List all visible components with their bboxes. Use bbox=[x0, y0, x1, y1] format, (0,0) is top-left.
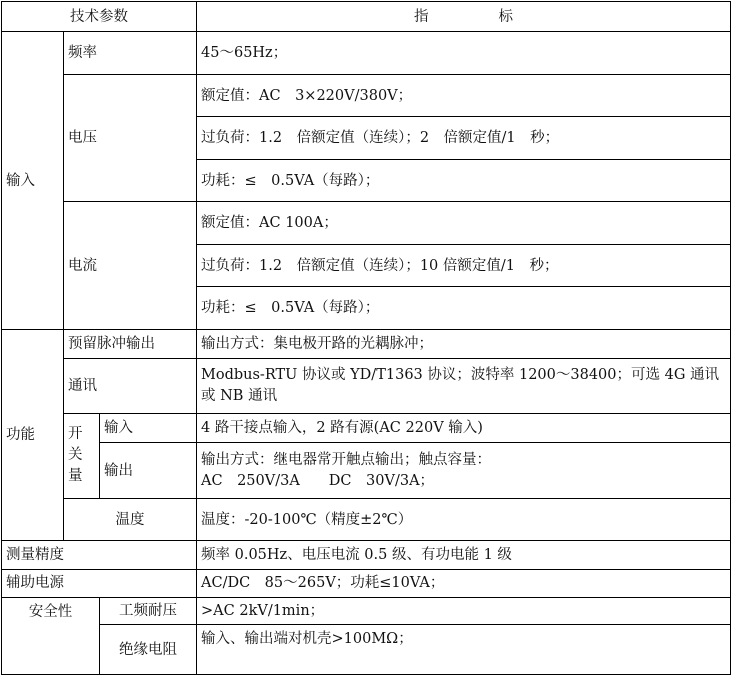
aux-power-row bbox=[2, 569, 731, 597]
switch-input-row bbox=[2, 413, 731, 442]
temp-row bbox=[2, 498, 731, 541]
withstand-name: 工频耐压 bbox=[100, 598, 197, 625]
withstand-row bbox=[2, 598, 731, 625]
function-label: 功能 bbox=[2, 329, 64, 540]
current-name: 电流 bbox=[64, 202, 197, 330]
safety-label: 安全性 bbox=[2, 598, 100, 675]
pulse-name: 预留脉冲输出 bbox=[64, 329, 197, 358]
accuracy-row bbox=[2, 541, 731, 569]
current-overload: 过负荷：1.2 倍额定值（连续）；10 倍额定值/1 秒； bbox=[197, 244, 731, 287]
switch-output-name: 输出 bbox=[100, 443, 197, 499]
current-row-1 bbox=[2, 202, 731, 245]
switch-input-name: 输入 bbox=[100, 413, 197, 442]
indicator-header-a: 指 bbox=[414, 8, 429, 25]
insulation-value: 输入、输出端对机壳>100MΩ； bbox=[197, 625, 731, 675]
header-row bbox=[2, 2, 731, 32]
aux-power-value: AC/DC 85～265V；功耗≤10VA； bbox=[197, 569, 731, 597]
voltage-power: 功耗：≤ 0.5VA（每路）； bbox=[197, 159, 731, 202]
temp-value: 温度：-20-100℃（精度±2℃） bbox=[197, 498, 731, 541]
freq-value: 45～65Hz； bbox=[197, 32, 731, 75]
indicator-header bbox=[197, 2, 731, 32]
switch-input-value: 4 路干接点输入，2 路有源(AC 220V 输入) bbox=[197, 413, 731, 442]
switch-output-value bbox=[197, 443, 731, 499]
voltage-row-1 bbox=[2, 74, 731, 117]
insulation-name: 绝缘电阻 bbox=[100, 625, 197, 675]
accuracy-value: 频率 0.05Hz、电压电流 0.5 级、有功电能 1 级 bbox=[197, 541, 731, 569]
input-label: 输入 bbox=[2, 32, 64, 330]
comm-value: Modbus-RTU 协议或 YD/T1363 协议；波特率 1200～38400；可选 4G 通讯或 NB 通讯 bbox=[197, 359, 731, 414]
voltage-name: 电压 bbox=[64, 74, 197, 202]
indicator-header-b: 标 bbox=[498, 8, 514, 25]
pulse-value: 输出方式：集电极开路的光耦脉冲； bbox=[197, 329, 731, 358]
current-power: 功耗：≤ 0.5VA（每路）； bbox=[197, 287, 731, 330]
freq-name: 频率 bbox=[64, 32, 197, 75]
voltage-rated: 额定值：AC 3×220V/380V； bbox=[197, 74, 731, 117]
switch-output-row bbox=[2, 443, 731, 499]
pulse-row bbox=[2, 329, 731, 358]
voltage-overload: 过负荷：1.2 倍额定值（连续）；2 倍额定值/1 秒； bbox=[197, 117, 731, 160]
current-rated: 额定值：AC 100A； bbox=[197, 202, 731, 245]
spec-table bbox=[1, 1, 731, 675]
freq-row bbox=[2, 32, 731, 75]
switch-label: 开关量 bbox=[64, 413, 100, 498]
comm-name: 通讯 bbox=[64, 359, 197, 414]
accuracy-name: 测量精度 bbox=[2, 541, 197, 569]
aux-power-name: 辅助电源 bbox=[2, 569, 197, 597]
switch-output-line-1: 输出方式：继电器常开触点输出；触点容量： bbox=[201, 451, 492, 468]
withstand-value: >AC 2kV/1min； bbox=[197, 598, 731, 625]
temp-name: 温度 bbox=[64, 498, 197, 541]
insulation-row bbox=[2, 625, 731, 675]
comm-row bbox=[2, 359, 731, 414]
switch-output-line-2: AC 250V/3A DC 30V/3A； bbox=[201, 472, 435, 489]
param-header: 技术参数 bbox=[2, 2, 197, 32]
